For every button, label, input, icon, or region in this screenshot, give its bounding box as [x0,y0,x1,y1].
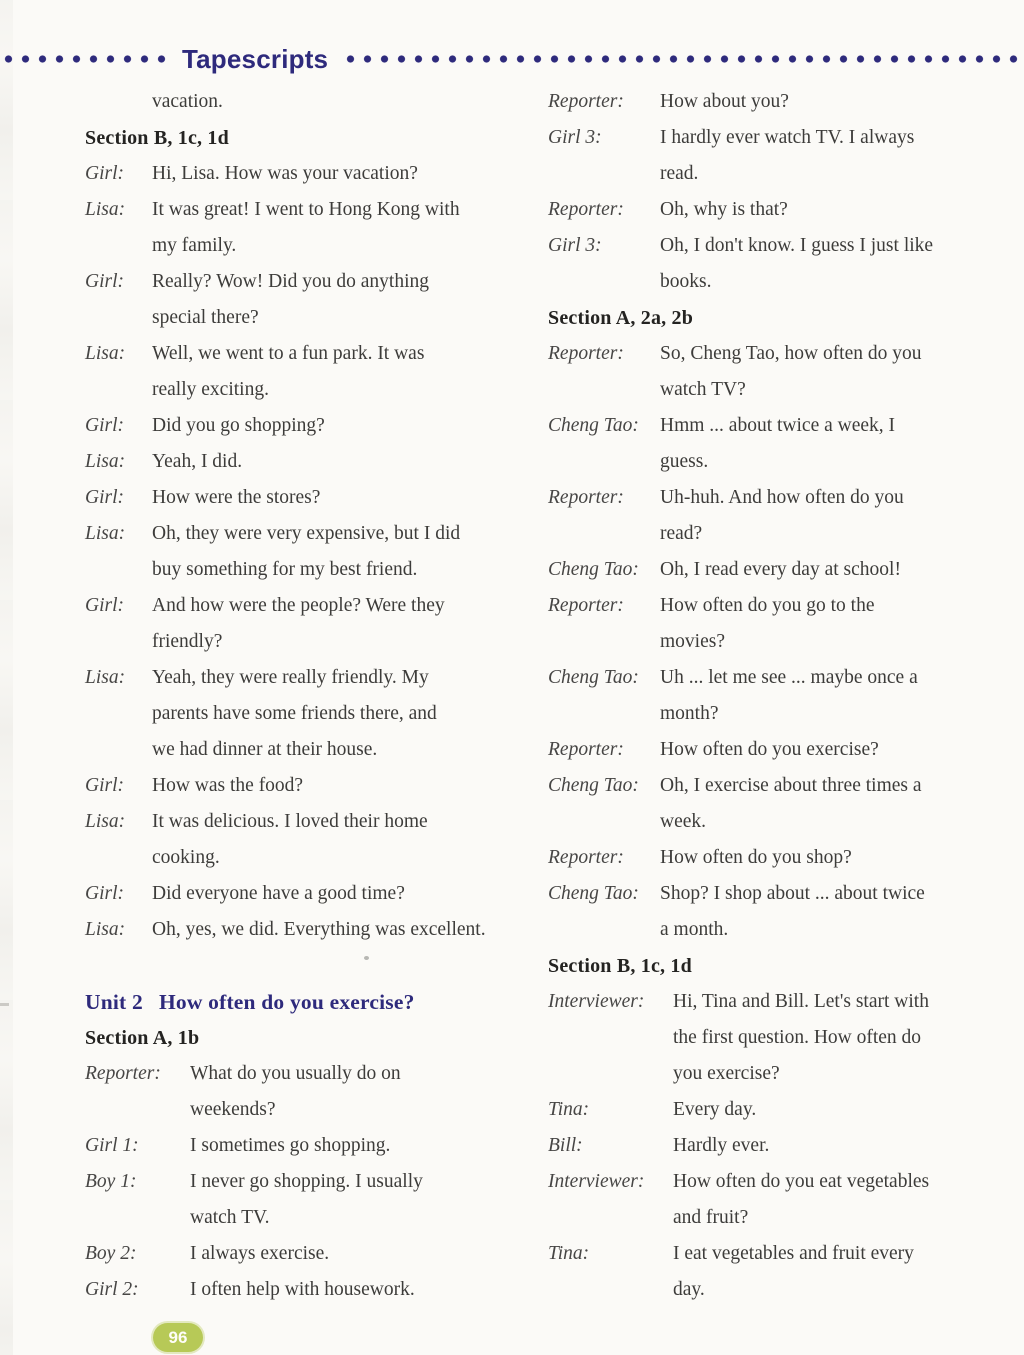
dialogue-line [85,696,515,732]
dialogue-text: Oh, I read every day at school! [660,559,901,580]
dialogue-text: Well, we went to a fun park. It was [152,343,425,364]
speaker-label: Girl 2: [85,1279,139,1300]
dialogue-line [548,228,990,264]
dialogue-line [548,120,990,156]
speaker-label: Girl: [85,883,124,904]
speaker-label: Lisa: [85,667,126,688]
dialogue-line [85,1056,515,1092]
dialogue-line [85,408,515,444]
section-heading: Section B, 1c, 1d [85,127,229,149]
dialogue-line [85,876,515,912]
speaker-label: Reporter: [548,847,624,868]
dialogue-text: Oh, I exercise about three times a [660,775,922,796]
dialogue-text: Oh, why is that? [660,199,788,220]
dialogue-line [548,1236,990,1272]
dialogue-text: Shop? I shop about ... about twice [660,883,925,904]
speaker-label: Girl 1: [85,1135,139,1156]
dialogue-line [548,588,990,624]
dialogue-text: I always exercise. [190,1243,330,1264]
dialogue-text: And how were the people? Were they [152,595,445,616]
dialogue-line [85,552,515,588]
dialogue-line [548,1128,990,1164]
speaker-label: Cheng Tao: [548,667,639,688]
dialogue-text: guess. [660,451,709,472]
dialogue-text: special there? [152,307,259,328]
dialogue-line [548,840,990,876]
section-heading: Section B, 1c, 1d [548,955,692,977]
dialogue-text: friendly? [152,631,223,652]
dialogue-text: Really? Wow! Did you do anything [152,271,429,292]
page-header [0,44,1024,74]
page-number-badge: 96 [153,1323,203,1352]
dialogue-text: Uh ... let me see ... maybe once a [660,667,918,688]
dialogue-text: watch TV? [660,379,746,400]
speaker-label: Cheng Tao: [548,775,639,796]
dialogue-line [548,192,990,228]
dialogue-line [548,660,990,696]
speaker-label: Reporter: [548,91,624,112]
speaker-label: Girl: [85,487,124,508]
speaker-label: Lisa: [85,343,126,364]
dialogue-line [85,480,515,516]
dialogue-line [85,228,515,264]
scan-edge-artifact [0,0,13,1355]
dialogue-line [548,1020,990,1056]
dialogue-line [85,840,515,876]
dialogue-text: Oh, they were very expensive, but I did [152,523,461,544]
dialogue-line [85,1164,515,1200]
dialogue-text: watch TV. [190,1207,270,1228]
dialogue-line [85,444,515,480]
dialogue-text: I never go shopping. I usually [190,1171,423,1192]
dialogue-text: Oh, I don't know. I guess I just like [660,235,934,256]
speaker-label: Lisa: [85,199,126,220]
speaker-label: Lisa: [85,523,126,544]
dialogue-line [85,1200,515,1236]
dialogue-text: buy something for my best friend. [152,559,418,580]
dialogue-text: week. [660,811,707,832]
dialogue-line [85,264,515,300]
speaker-label: Cheng Tao: [548,559,639,580]
dialogue-text: So, Cheng Tao, how often do you [660,343,922,364]
dialogue-text: How were the stores? [152,487,321,508]
dialogue-text: I hardly ever watch TV. I always [660,127,915,148]
unit-number: Unit 2 [85,990,143,1014]
dialogue-text: Did everyone have a good time? [152,883,405,904]
dialogue-line [548,552,990,588]
dialogue-line [85,516,515,552]
speaker-label: Girl: [85,163,124,184]
speaker-label: Girl: [85,415,124,436]
dialogue-text: books. [660,271,712,292]
dialogue-line [85,156,515,192]
speaker-label: Reporter: [548,595,624,616]
dialogue-line [548,372,990,408]
dialogue-text: Did you go shopping? [152,415,325,436]
speaker-label: Lisa: [85,919,126,940]
dialogue-line [85,84,515,120]
unit-title: How often do you exercise? [158,990,415,1014]
dialogue-text: read. [660,163,699,184]
speaker-label: Lisa: [85,451,126,472]
dialogue-text: Hardly ever. [673,1135,770,1156]
dialogue-text: I eat vegetables and fruit every [673,1243,914,1264]
dialogue-line [548,876,990,912]
speaker-label: Girl 3: [548,235,602,256]
dialogue-text: the first question. How often do [673,1027,922,1048]
unit-heading [85,984,515,1020]
paragraph-gap [85,948,515,984]
speaker-label: Girl: [85,595,124,616]
dialogue-line [548,624,990,660]
speaker-label: Reporter: [548,487,624,508]
dialogue-text: Yeah, they were really friendly. My [152,667,429,688]
dialogue-text: my family. [152,235,237,256]
dialogue-text: Hmm ... about twice a week, I [660,415,896,436]
dialogue-text: Yeah, I did. [152,451,243,472]
dialogue-line [548,804,990,840]
dialogue-text: It was delicious. I loved their home [152,811,428,832]
dialogue-line [85,1236,515,1272]
dialogue-text: you exercise? [673,1063,780,1084]
dialogue-text: How often do you exercise? [660,739,879,760]
speaker-label: Reporter: [85,1063,161,1084]
dialogue-text: really exciting. [152,379,269,400]
dialogue-line [85,1272,515,1308]
dialogue-text: weekends? [190,1099,276,1120]
dialogue-line [548,1272,990,1308]
dialogue-line [85,624,515,660]
dialogue-text: I often help with housework. [190,1279,415,1300]
dialogue-line [548,732,990,768]
dialogue-line [548,1092,990,1128]
dialogue-text: read? [660,523,703,544]
dialogue-line [548,696,990,732]
section-heading: Section A, 1b [85,1027,200,1049]
dialogue-line [548,1164,990,1200]
dialogue-line [548,516,990,552]
dialogue-text: What do you usually do on [190,1063,401,1084]
dialogue-text: parents have some friends there, and [152,703,437,724]
dialogue-text: How often do you shop? [660,847,852,868]
speaker-label: Reporter: [548,739,624,760]
dialogue-line [548,1056,990,1092]
dialogue-text: Every day. [673,1099,757,1120]
dialogue-text: I sometimes go shopping. [190,1135,391,1156]
dialogue-text: Uh-huh. And how often do you [660,487,904,508]
dotted-rule-right [342,54,1024,64]
dialogue-line [85,336,515,372]
speaker-label: Cheng Tao: [548,883,639,904]
dialogue-text: How about you? [660,91,789,112]
dialogue-text: Oh, yes, we did. Everything was excellent. [152,919,486,940]
speaker-label: Lisa: [85,811,126,832]
speaker-label: Reporter: [548,343,624,364]
speaker-label: Reporter: [548,199,624,220]
speaker-label: Cheng Tao: [548,415,639,436]
dialogue-line [548,336,990,372]
dialogue-text: How often do you eat vegetables [673,1171,930,1192]
dialogue-text: cooking. [152,847,220,868]
dialogue-text: How was the food? [152,775,304,796]
dialogue-line [85,588,515,624]
scan-speck [0,1003,9,1006]
dotted-rule-left [0,54,168,64]
dialogue-line [548,984,990,1020]
speaker-label: Girl: [85,775,124,796]
dialogue-line [85,192,515,228]
dialogue-line [85,732,515,768]
dialogue-line [85,300,515,336]
dialogue-line [548,444,990,480]
dialogue-text: How often do you go to the [660,595,875,616]
speaker-label: Tina: [548,1243,590,1264]
dialogue-text: Hi, Lisa. How was your vacation? [152,163,418,184]
dialogue-line [85,912,515,948]
dialogue-text: we had dinner at their house. [152,739,378,760]
dialogue-line [85,660,515,696]
dialogue-line [548,84,990,120]
dialogue-line [85,1128,515,1164]
right-column [548,84,990,1308]
dialogue-line [548,156,990,192]
dialogue-text: movies? [660,631,725,652]
dialogue-line [548,264,990,300]
dialogue-line [85,1092,515,1128]
left-column [85,84,515,1308]
dialogue-line [548,1200,990,1236]
dialogue-line [85,804,515,840]
dialogue-text: vacation. [152,91,223,112]
speaker-label: Tina: [548,1099,590,1120]
dialogue-line [548,912,990,948]
dialogue-line [85,372,515,408]
dialogue-text: It was great! I went to Hong Kong with [152,199,460,220]
dialogue-text: day. [673,1279,705,1300]
dialogue-text: month? [660,703,719,724]
speaker-label: Bill: [548,1135,583,1156]
dialogue-line [548,408,990,444]
dialogue-text: Hi, Tina and Bill. Let's start with [673,991,929,1012]
section-heading: Section A, 2a, 2b [548,307,694,329]
dialogue-line [85,768,515,804]
dialogue-line [548,768,990,804]
speaker-label: Girl: [85,271,124,292]
speaker-label: Boy 1: [85,1171,137,1192]
speaker-label: Boy 2: [85,1243,137,1264]
speaker-label: Interviewer: [548,1171,645,1192]
speaker-label: Interviewer: [548,991,645,1012]
dialogue-line [548,480,990,516]
page-title: Tapescripts [182,43,329,74]
dialogue-text: and fruit? [673,1207,749,1228]
dialogue-text: a month. [660,919,729,940]
speaker-label: Girl 3: [548,127,602,148]
